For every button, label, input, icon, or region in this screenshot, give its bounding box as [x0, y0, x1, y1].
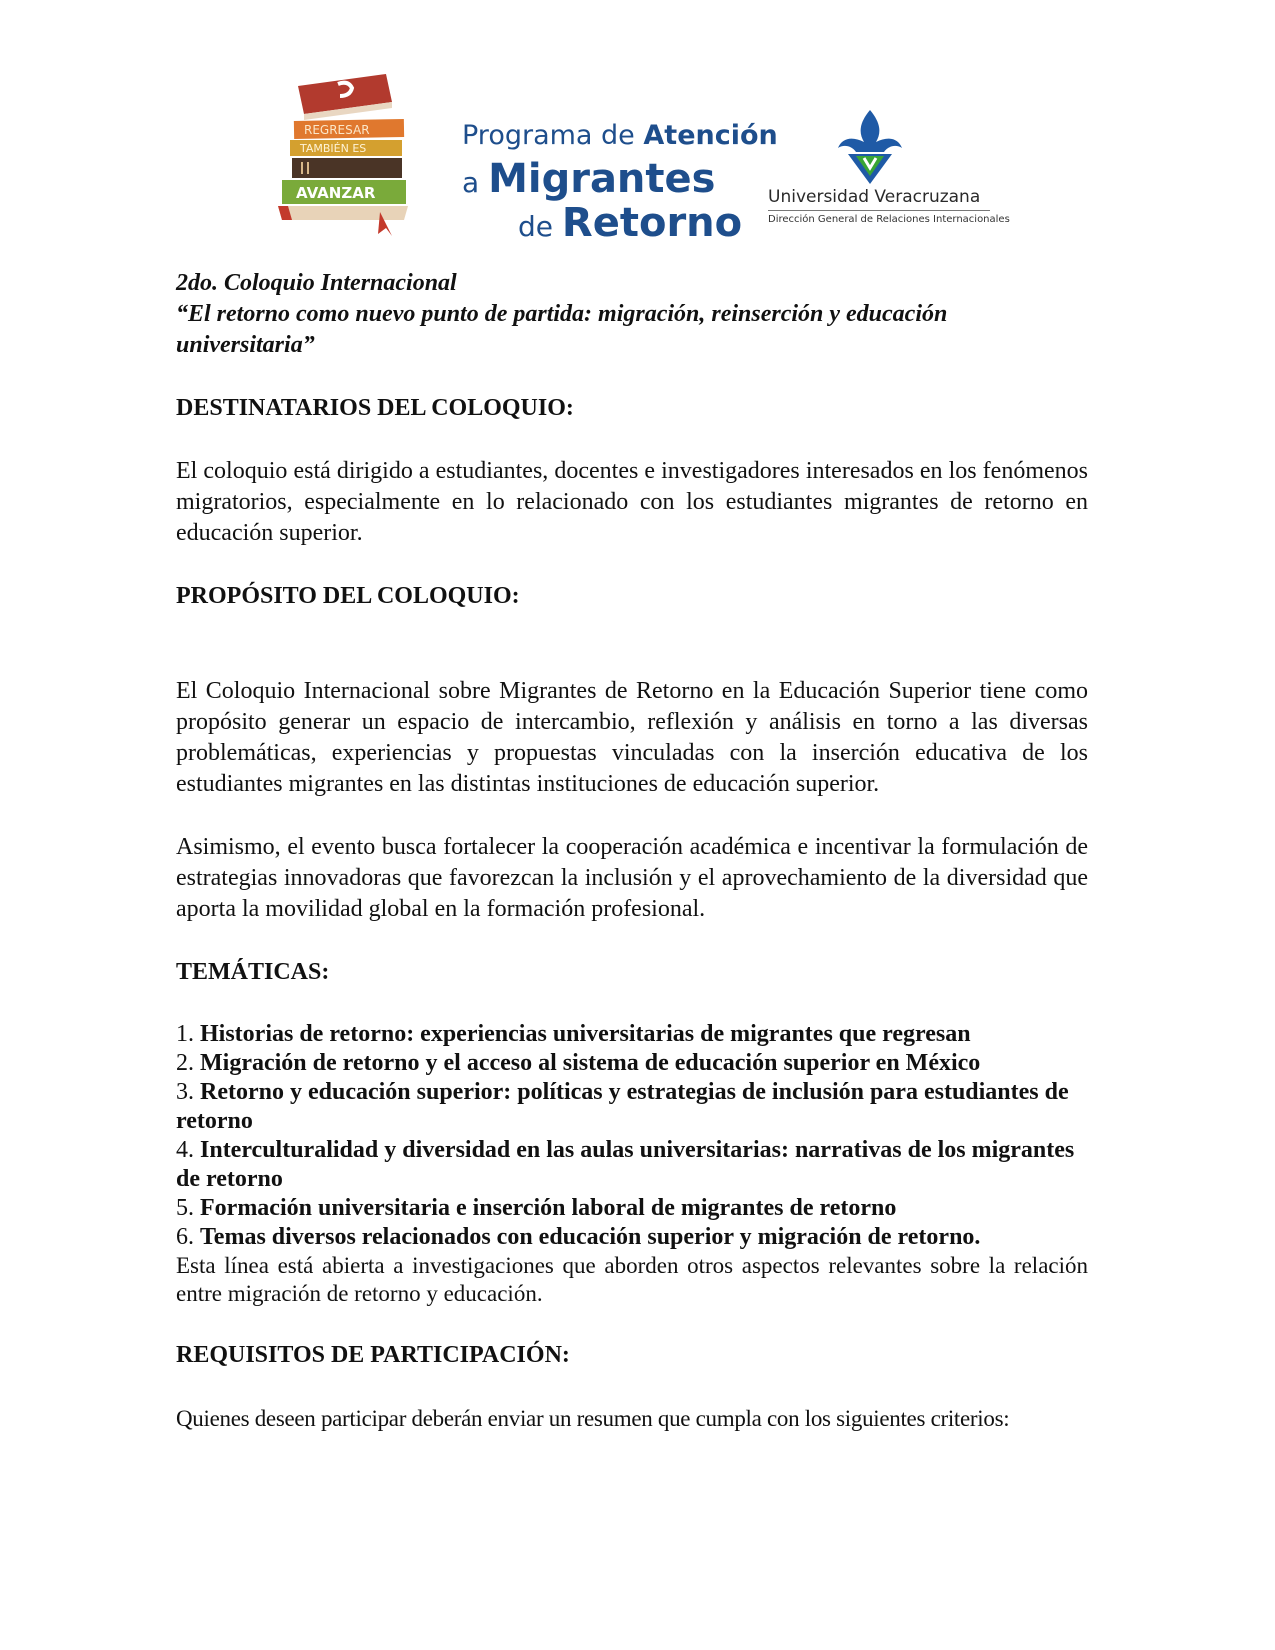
colloquium-theme: “El retorno como nuevo punto de partida: migración, reinserción y educación universitaria” [176, 301, 948, 358]
list-item: 5. Formación universitaria e inserción laboral de migrantes de retorno [176, 1195, 897, 1221]
heading-proposito: PROPÓSITO DEL COLOQUIO: [176, 583, 520, 609]
book-label-regresar: REGRESAR [304, 123, 370, 137]
program-title [462, 120, 778, 250]
university-divider [768, 210, 990, 211]
top-book-icon [298, 74, 392, 120]
university-logo [768, 108, 1010, 228]
list-item: 1. Historias de retorno: experiencias universitarias de migrantes que regresan [176, 1021, 971, 1047]
heading-destinatarios: DESTINATARIOS DEL COLOQUIO: [176, 395, 574, 421]
program-title-line2: a Migrantes [462, 156, 716, 202]
university-name: Universidad Veracruzana [768, 187, 981, 207]
colloquium-title [176, 268, 1088, 361]
destinatarios-text: El coloquio está dirigido a estudiantes, docentes e investigadores interesados en los fenómenos migratorios, especialmente en lo relacionado con los estudiantes migrantes de retorno en educación superior. [176, 458, 1088, 546]
requisitos-text: Quienes deseen participar deberán enviar un resumen que cumpla con los siguientes criterios: [176, 1406, 1010, 1431]
book-label-avanzar: AVANZAR [296, 184, 376, 202]
topics-list [176, 1020, 1088, 1252]
colloquium-edition: 2do. Coloquio Internacional [176, 270, 457, 296]
book-label-tambien: TAMBIÉN ES [300, 142, 367, 155]
heading-tematicas: TEMÁTICAS: [176, 959, 330, 985]
proposito-paragraph-2: Asimismo, el evento busca fortalecer la cooperación académica e incentivar la formulación de estrategias innovadoras que favorezcan la inclusión y el aprovechamiento de la diversidad que aporta la movilidad global en la formación profesional. [176, 834, 1088, 922]
document-body [176, 268, 1088, 1434]
list-item: 4. Interculturalidad y diversidad en las aulas universitarias: narrativas de los migrantes de retorno [176, 1137, 1075, 1192]
list-item: 6. Temas diversos relacionados con educación superior y migración de retorno. [176, 1224, 981, 1250]
list-item: 2. Migración de retorno y el acceso al sistema de educación superior en México [176, 1050, 981, 1076]
heading-requisitos: REQUISITOS DE PARTICIPACIÓN: [176, 1342, 570, 1368]
books-stack-logo [268, 72, 428, 238]
list-item: 3. Retorno y educación superior: políticas y estrategias de inclusión para estudiantes de retorno [176, 1079, 1069, 1134]
university-subtitle: Dirección General de Relaciones Internacionales [768, 214, 1010, 225]
tematicas-note: Esta línea está abierta a investigaciones que aborden otros aspectos relevantes sobre la relación entre migración de retorno y educación. [176, 1253, 1088, 1306]
fleur-de-lis-icon [830, 108, 910, 188]
program-title-line1: Programa de Atención [462, 120, 778, 151]
program-title-line3: de Retorno [518, 200, 743, 246]
page-header [0, 0, 1275, 260]
proposito-paragraph-1: El Coloquio Internacional sobre Migrantes de Retorno en la Educación Superior tiene como propósito generar un espacio de intercambio, reflexión y análisis en torno a las diversas problemáticas, experiencias y propuestas vinculadas con la inserción educativa de los estudiantes migrantes en las distintas instituciones de educación superior. [176, 678, 1088, 797]
